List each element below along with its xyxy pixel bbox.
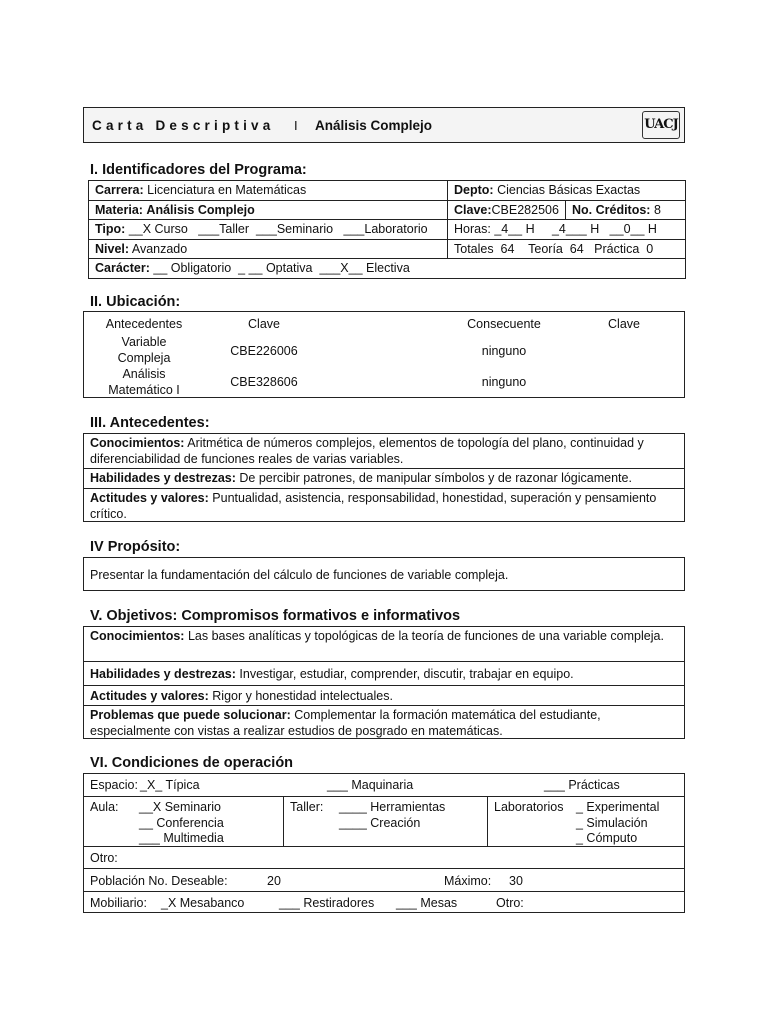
depto-cell: Depto: Ciencias Básicas Exactas xyxy=(448,181,686,201)
espacio-row: Espacio: _X_ Típica ___ Maquinaria ___ Prácticas xyxy=(90,778,620,792)
caracter-cell: Carácter: __ Obligatorio _ __ Optativa ___X__ Electiva xyxy=(89,259,686,279)
tipo-cell: Tipo: __X Curso ___Taller ___Seminario ___Laboratorio xyxy=(89,220,448,240)
col-clave: Clave xyxy=(248,317,280,331)
creditos-cell: No. Créditos: 8 xyxy=(566,201,686,220)
section-5-title: V. Objetivos: Compromisos formativos e informativos xyxy=(90,608,461,624)
nivel-cell: Nivel: Avanzado xyxy=(89,240,448,259)
otro-row: Otro: xyxy=(84,846,684,868)
col-clave-2: Clave xyxy=(608,317,640,331)
proposito-box xyxy=(83,557,685,591)
consecuente-2: ninguno xyxy=(481,375,527,389)
col-consecuente: Consecuente xyxy=(467,317,541,331)
antecedente-2: Análisis Matemático I xyxy=(108,367,180,397)
mobiliario-row: Mobiliario: _X Mesabanco ___ Restiradores ___ Mesas Otro: xyxy=(84,891,684,914)
title-separator: I xyxy=(294,118,298,133)
proposito-text: Presentar la fundamentación del cálculo de funciones de variable compleja. xyxy=(90,568,509,582)
clave-1: CBE226006 xyxy=(230,344,298,358)
antecedentes-box xyxy=(83,433,685,522)
objetivos-habilidades: Habilidades y destrezas: Investigar, estudiar, comprender, discutir, trabajar en equipo. xyxy=(84,661,684,685)
totales-cell: Totales 64 Teoría 64 Práctica 0 xyxy=(448,240,686,259)
title-bar xyxy=(83,107,685,143)
objetivos-actitudes: Actitudes y valores: Rigor y honestidad intelectuales. xyxy=(84,685,684,705)
horas-cell: Horas: _4__ H _4___ H __0__ H xyxy=(448,220,686,240)
clave-cell: Clave:CBE282506 xyxy=(448,201,566,220)
identificadores-table xyxy=(88,180,686,279)
section-4-title: IV Propósito: xyxy=(90,539,181,555)
materia-cell: Materia: Análisis Complejo xyxy=(89,201,448,220)
consecuente-1: ninguno xyxy=(481,344,527,358)
antecedentes-habilidades: Habilidades y destrezas: De percibir patrones, de manipular símbolos y de razonar lógicamente. xyxy=(84,468,684,488)
antecedentes-conocimientos: Conocimientos: Aritmética de números complejos, elementos de topología del plano, continuidad y diferenciabilidad de funciones reales de varias variables. xyxy=(90,436,644,466)
section-6-title: VI. Condiciones de operación xyxy=(90,755,294,771)
col-antecedentes: Antecedentes xyxy=(105,317,183,331)
doc-label: Carta Descriptiva xyxy=(92,118,275,133)
objetivos-problemas: Problemas que puede solucionar: Complementar la formación matemática del estudiante, especialmente con vistas a realizar estudios de posgrado en matemáticas. xyxy=(84,705,684,740)
poblacion-row: Población No. Deseable: 20 Máximo: 30 xyxy=(84,868,684,891)
antecedente-1: Variable Compleja xyxy=(117,335,171,365)
antecedentes-actitudes: Actitudes y valores: Puntualidad, asistencia, responsabilidad, honestidad, superación y pensamiento crítico. xyxy=(84,488,684,523)
clave-2: CBE328606 xyxy=(230,375,298,389)
objetivos-box xyxy=(83,626,685,739)
objetivos-conocimientos: Conocimientos: Las bases analíticas y topológicas de la teoría de funciones de una variable compleja. xyxy=(90,629,664,643)
ubicacion-table xyxy=(83,311,685,398)
aula-row: Aula: __X Seminario __ Conferencia ___ Multimedia Taller: ____ Herramientas ____ Creación Laboratorios _ Experimental _ Simulación _ Cómputo xyxy=(84,796,684,846)
carrera-cell: Carrera: Licenciatura en Matemáticas xyxy=(89,181,448,201)
condiciones-box xyxy=(83,773,685,913)
course-title: Análisis Complejo xyxy=(315,118,433,133)
section-2-title: II. Ubicación: xyxy=(90,294,181,310)
uacj-logo: UACJ xyxy=(642,111,680,139)
section-1-title: I. Identificadores del Programa: xyxy=(90,162,307,178)
section-3-title: III. Antecedentes: xyxy=(90,415,210,431)
